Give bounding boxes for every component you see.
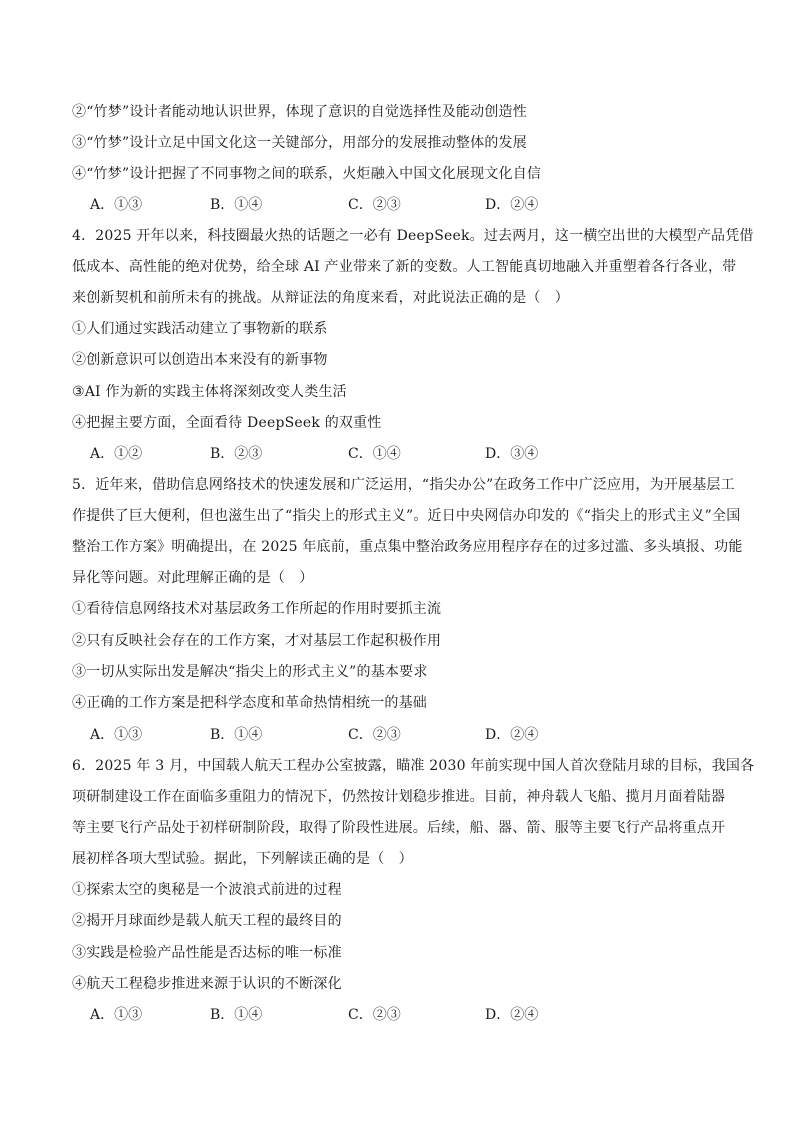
q5-stem-line-1: 5．近年来，借助信息网络技术的快速发展和广泛运用，“指尖办公”在政务工作中广泛应用，为开展基层工	[72, 477, 735, 493]
q3-choice-d[interactable]: D．②④	[485, 197, 539, 213]
q6-statement-4: ④航天工程稳步推进来源于认识的不断深化	[72, 976, 342, 992]
q6-choices	[90, 1005, 726, 1025]
q5-choices	[90, 725, 726, 745]
q4-statement-3: ③AI 作为新的实践主体将深刻改变人类生活	[72, 384, 347, 400]
q3-statement-2: ②“竹梦”设计者能动地认识世界，体现了意识的自觉选择性及能动创造性	[72, 104, 527, 120]
q6-stem-line-3: 等主要飞行产品处于初样研制阶段，取得了阶段性进展。后续，船、器、箭、服等主要飞行产品将重点开	[72, 820, 726, 836]
q3-statement-3: ③“竹梦”设计立足中国文化这一关键部分，用部分的发展推动整体的发展	[72, 135, 527, 151]
q6-statement-2: ②揭开月球面纱是载人航天工程的最终目的	[72, 913, 342, 929]
q6-stem-line-2: 项研制建设工作在面临多重阻力的情况下，仍然按计划稳步推进。目前，神舟载人飞船、揽月月面着陆器	[72, 789, 726, 805]
q5-stem-line-4: 异化等问题。对此理解正确的是（ ）	[72, 570, 314, 586]
q6-choice-c[interactable]: C．②③	[348, 1007, 401, 1023]
q4-stem-line-2: 低成本、高性能的绝对优势，给全球 AI 产业带来了新的变数。人工智能真切地融入并重塑着各行各业，带	[72, 259, 737, 275]
q4-choice-b[interactable]: B．②③	[210, 446, 263, 462]
q5-statement-3: ③一切从实际出发是解决“指尖上的形式主义”的基本要求	[72, 664, 428, 680]
q5-statement-1: ①看待信息网络技术对基层政务工作所起的作用时要抓主流	[72, 601, 442, 617]
q4-statement-2: ②创新意识可以创造出本来没有的新事物	[72, 352, 328, 368]
q5-choice-b[interactable]: B．①④	[210, 727, 263, 743]
q5-statement-2: ②只有反映社会存在的工作方案，才对基层工作起积极作用	[72, 633, 442, 649]
q3-choice-b[interactable]: B．①④	[210, 197, 263, 213]
q4-stem-line-3: 来创新契机和前所未有的挑战。从辩证法的角度来看，对此说法正确的是（ ）	[72, 290, 569, 306]
q3-choice-c[interactable]: C．②③	[348, 197, 401, 213]
q4-choice-c[interactable]: C．①④	[348, 446, 401, 462]
q6-choice-a[interactable]: A．①③	[90, 1007, 143, 1023]
q6-choice-d[interactable]: D．②④	[485, 1007, 539, 1023]
q6-stem-line-1: 6．2025 年 3 月，中国载人航天工程办公室披露，瞄准 2030 年前实现中国人首次登陆月球的目标，我国各	[72, 758, 755, 774]
q4-choice-d[interactable]: D．③④	[485, 446, 539, 462]
q4-choice-a[interactable]: A．①②	[90, 446, 143, 462]
q3-statement-4: ④“竹梦”设计把握了不同事物之间的联系，火炬融入中国文化展现文化自信	[72, 166, 542, 182]
q3-choice-a[interactable]: A．①③	[90, 197, 143, 213]
q4-stem-line-1: 4．2025 开年以来，科技圈最火热的话题之一必有 DeepSeek。过去两月，这一横空出世的大模型产品凭借	[72, 228, 754, 244]
q5-stem-line-2: 作提供了巨大便利，但也滋生出了“指尖上的形式主义”。近日中央网信办印发的《“指尖上的形式主义”全国	[72, 508, 741, 524]
q6-stem-line-4: 展初样各项大型试验。据此，下列解读正确的是（ ）	[72, 851, 413, 867]
q4-statement-4: ④把握主要方面，全面看待 DeepSeek 的双重性	[72, 415, 382, 431]
q6-statement-1: ①探索太空的奥秘是一个波浪式前进的过程	[72, 882, 342, 898]
q3-choices	[90, 195, 726, 215]
q4-statement-1: ①人们通过实践活动建立了事物新的联系	[72, 321, 328, 337]
q4-choices	[90, 444, 726, 464]
q5-choice-d[interactable]: D．②④	[485, 727, 539, 743]
q5-choice-c[interactable]: C．②③	[348, 727, 401, 743]
q5-statement-4: ④正确的工作方案是把科学态度和革命热情相统一的基础	[72, 695, 427, 711]
q5-stem-line-3: 整治工作方案》明确提出，在 2025 年底前，重点集中整治政务应用程序存在的过多过滥、多头填报、功能	[72, 539, 743, 555]
q6-choice-b[interactable]: B．①④	[210, 1007, 263, 1023]
q5-choice-a[interactable]: A．①③	[90, 727, 143, 743]
q6-statement-3: ③实践是检验产品性能是否达标的唯一标准	[72, 945, 342, 961]
